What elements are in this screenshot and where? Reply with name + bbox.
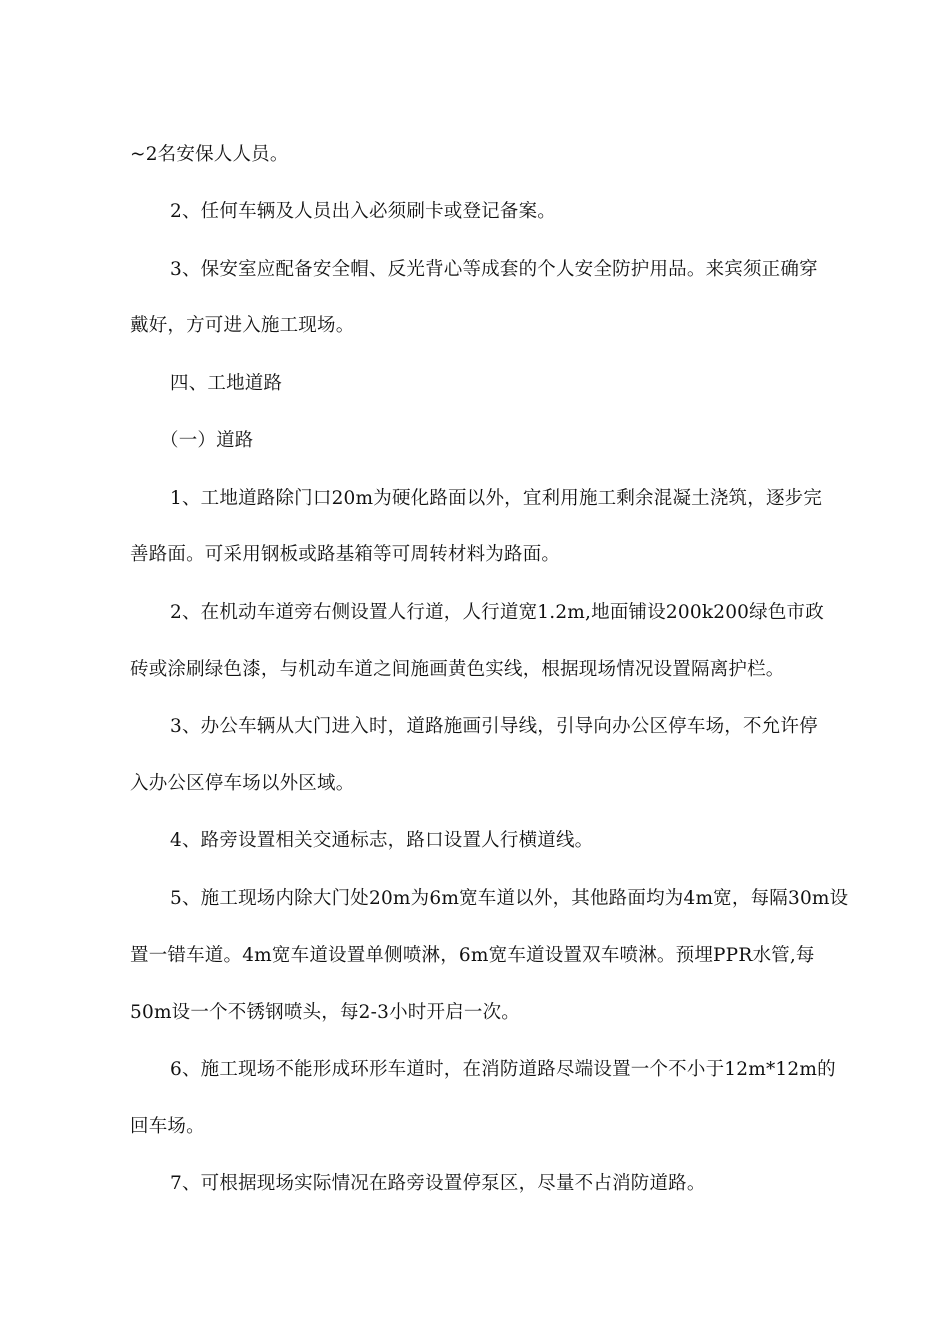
subsection-heading: （一）道路 [160, 430, 254, 451]
text-line-12: 入办公区停车场以外区域。 [130, 773, 355, 794]
text-line-15: 置一错车道。4m宽车道设置单侧喷淋，6m宽车道设置双车喷淋。预埋PPR水管,每 [130, 945, 815, 966]
text-line-13: 4、路旁设置相关交通标志，路口设置人行横道线。 [170, 830, 594, 851]
text-line-1: ~2名安保人人员。 [130, 144, 289, 165]
text-line-18: 回车场。 [130, 1116, 205, 1137]
text-line-8: 善路面。可采用钢板或路基箱等可周转材料为路面。 [130, 544, 561, 565]
text-line-10: 砖或涂刷绿色漆，与机动车道之间施画黄色实线，根据现场情况设置隔离护栏。 [130, 659, 785, 680]
text-line-16: 50m设一个不锈钢喷头，每2-3小时开启一次。 [130, 1002, 520, 1023]
text-line-4: 戴好，方可进入施工现场。 [130, 315, 355, 336]
text-line-17: 6、施工现场不能形成环形车道时，在消防道路尽端设置一个不小于12m*12m的 [170, 1059, 836, 1080]
text-line-14: 5、施工现场内除大门处20m为6m宽车道以外，其他路面均为4m宽，每隔30m设 [170, 888, 849, 909]
text-line-7: 1、工地道路除门口20m为硬化路面以外，宜利用施工剩余混凝土浇筑，逐步完 [170, 488, 823, 509]
text-line-19: 7、可根据现场实际情况在路旁设置停泵区，尽量不占消防道路。 [170, 1173, 706, 1194]
text-line-3: 3、保安室应配备安全帽、反光背心等成套的个人安全防护用品。来宾须正确穿 [170, 259, 818, 280]
text-line-11: 3、办公车辆从大门进入时，道路施画引导线，引导向办公区停车场，不允许停 [170, 716, 818, 737]
text-line-9: 2、在机动车道旁右侧设置人行道，人行道宽1.2m,地面铺设200k200绿色市政 [170, 602, 824, 623]
section-heading: 四、工地道路 [170, 373, 283, 394]
text-line-2: 2、任何车辆及人员出入必须刷卡或登记备案。 [170, 201, 556, 222]
